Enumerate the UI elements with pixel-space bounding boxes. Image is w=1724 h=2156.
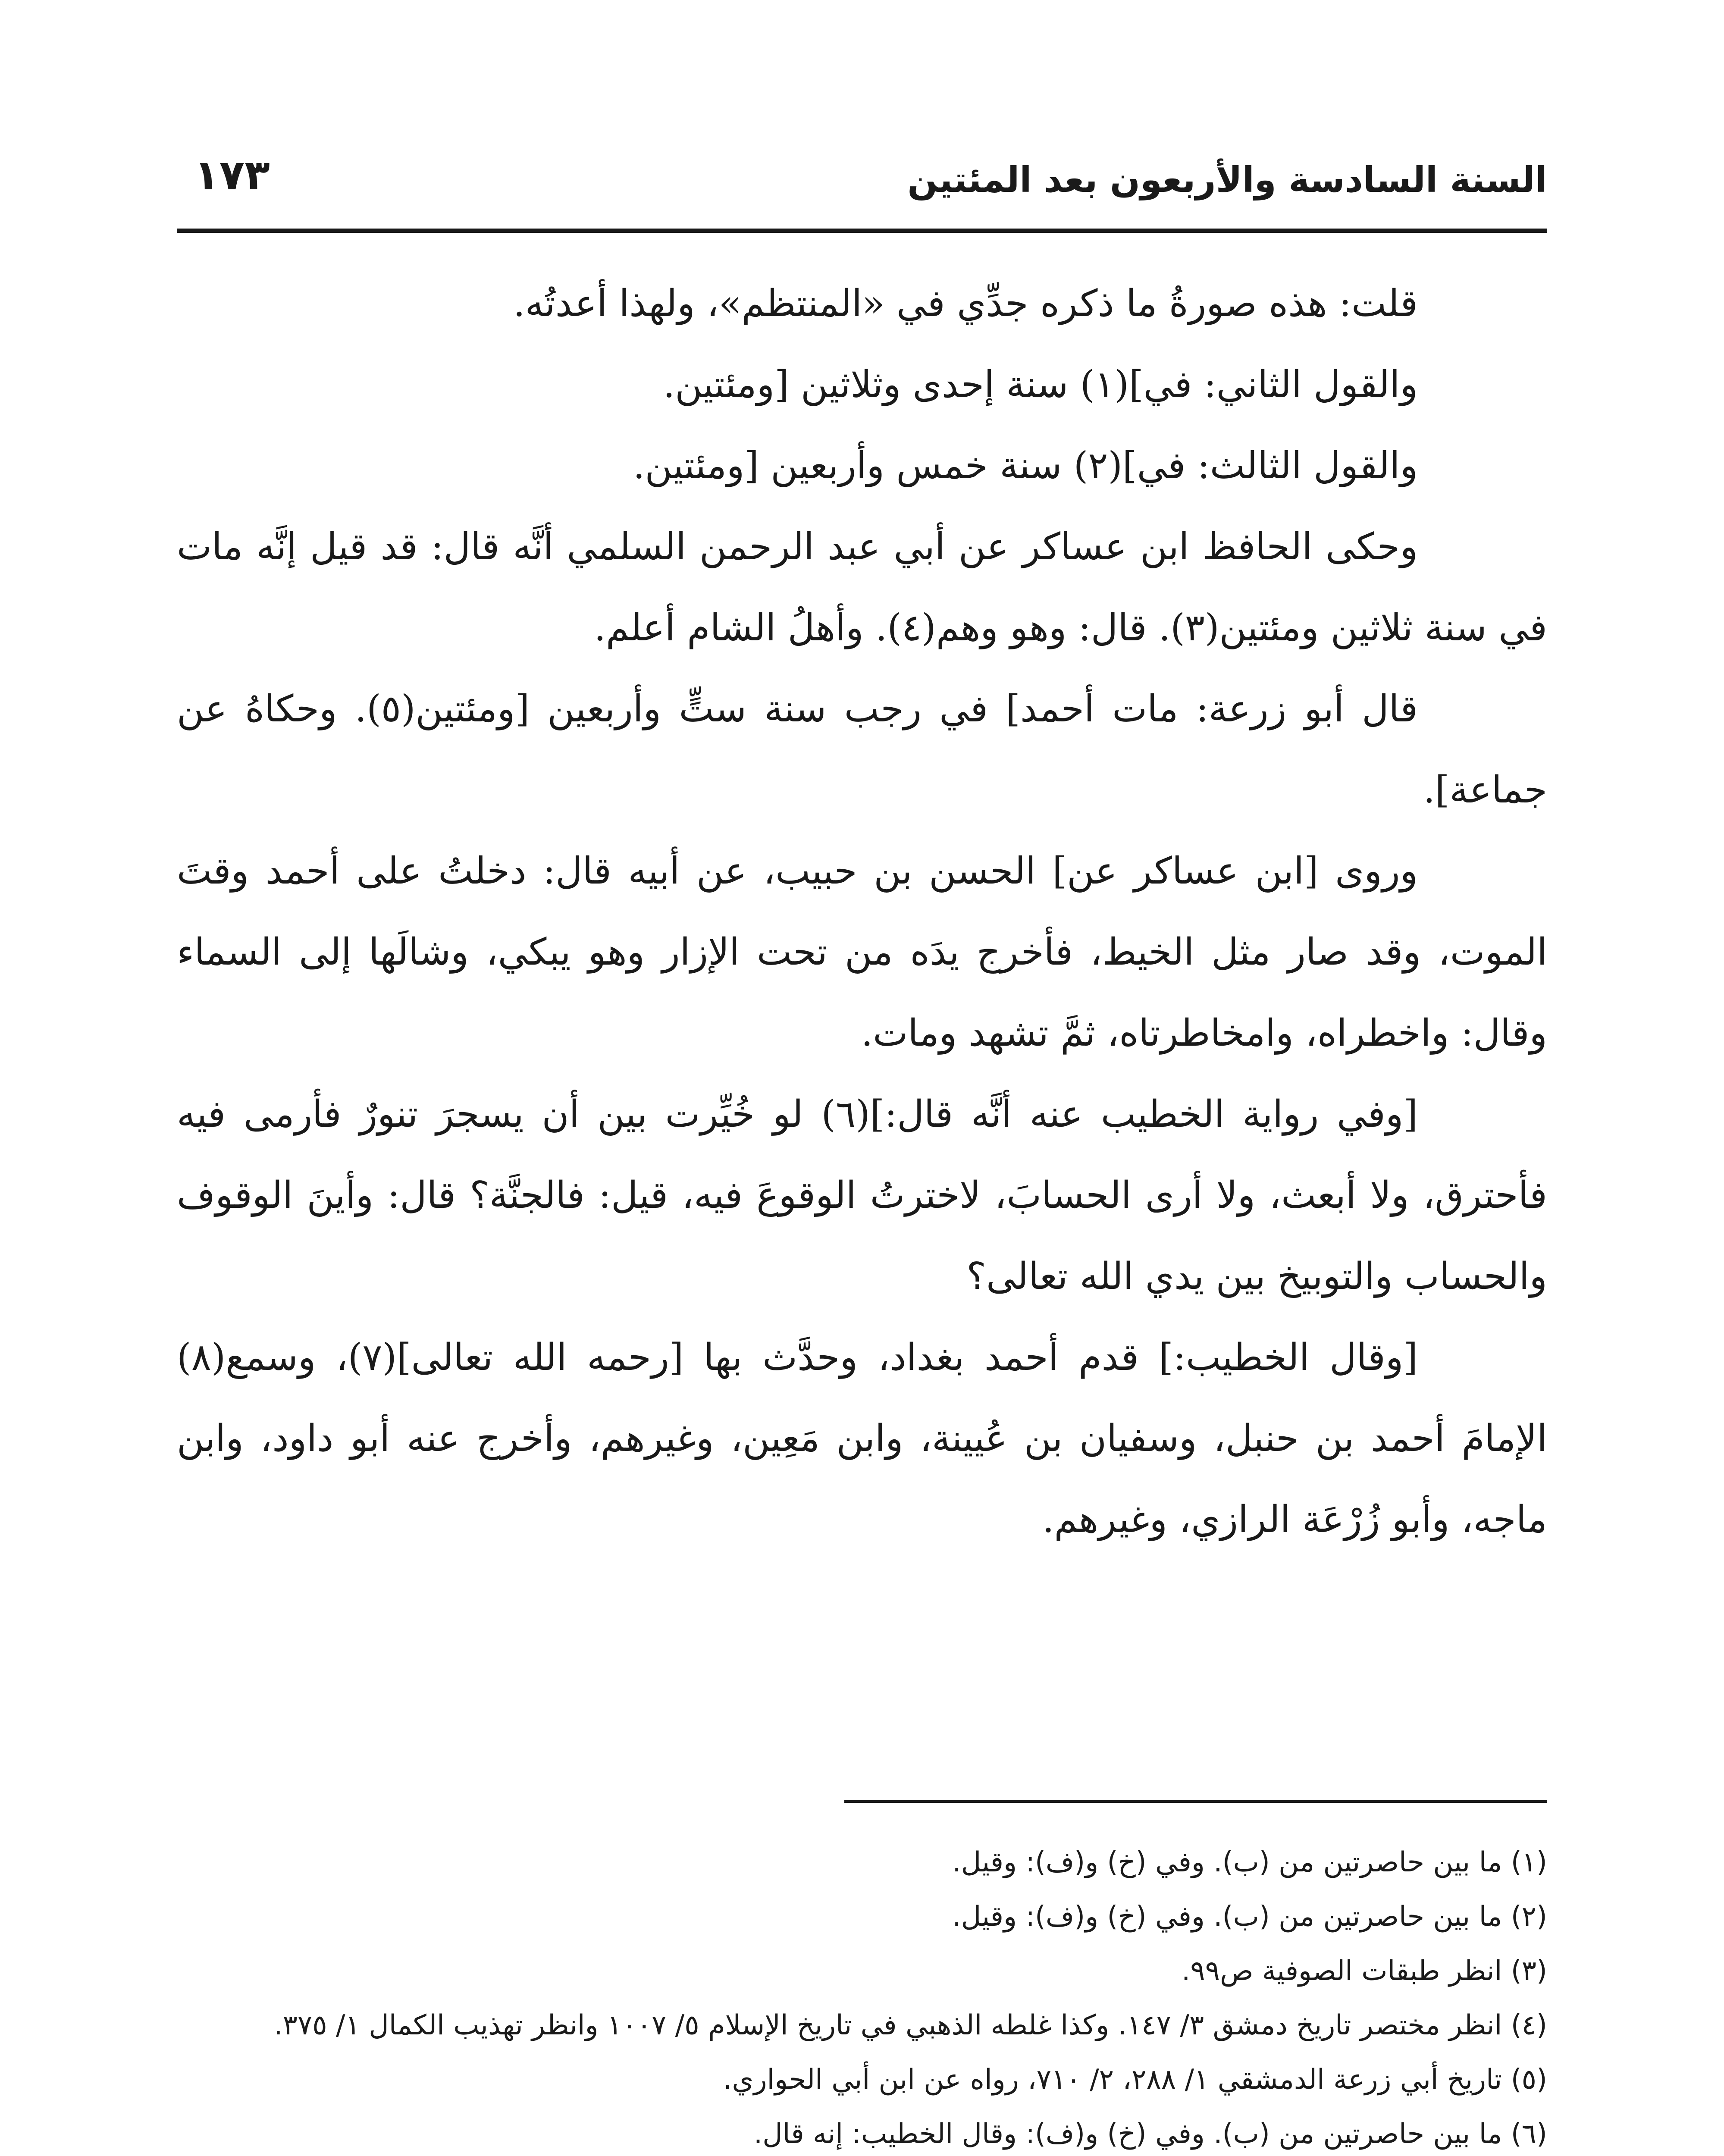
footnote: (٤) انظر مختصر تاريخ دمشق ٣/ ١٤٧. وكذا غلطه الذهبي في تاريخ الإسلام ٥/ ١٠٠٧ وانظر تهذيب الكمال ١/ ٣٧٥. — [274, 2009, 1547, 2041]
footnote: (٣) انظر طبقات الصوفية ص٩٩. — [1182, 1955, 1547, 1987]
paragraph: قال أبو زرعة: مات أحمد] في رجب سنة ستٍّ وأربعين [ومئتين(٥). وحكاهُ عن جماعة]. — [177, 687, 1547, 812]
page-number: ١٧٣ — [194, 151, 270, 199]
paragraph: [وفي رواية الخطيب عنه أنَّه قال:](٦) لو خُيِّرت بين أن يسجرَ تنورٌ فأرمى فيه فأحترق، ولا أبعث، ولا أرى الحسابَ، لاخترتُ الوقوعَ فيه، قيل: فالجنَّة؟ قال: وأينَ الوقوف والحساب والتوبيخ بين يدي الله تعالى؟ — [177, 1093, 1547, 1298]
paragraph: والقول الثاني: في](١) سنة إحدى وثلاثين [ومئتين. — [663, 363, 1418, 406]
running-head: السنة السادسة والأربعون بعد المئتين — [907, 160, 1547, 201]
paragraph: قلت: هذه صورةُ ما ذكره جدِّي في «المنتظم»، ولهذا أعدتُه. — [513, 282, 1418, 325]
footnote-divider — [844, 1800, 1547, 1803]
paragraph: [وقال الخطيب:] قدم أحمد بغداد، وحدَّث بها [رحمه الله تعالى](٧)، وسمع(٨) الإمامَ أحمد بن حنبل، وسفيان بن عُيينة، وابن مَعِين، وغيرهم، وأخرج عنه أبو داود، وابن ماجه، وأبو زُرْعَة الرازي، وغيرهم. — [177, 1336, 1547, 1541]
footnote: (٥) تاريخ أبي زرعة الدمشقي ١/ ٢٨٨، ٢/ ٧١٠، رواه عن ابن أبي الحواري. — [723, 2064, 1547, 2096]
footnote: (٦) ما بين حاصرتين من (ب). وفي (خ) و(ف): وقال الخطيب: إنه قال. — [753, 2118, 1547, 2150]
main-text — [177, 263, 1547, 1560]
footnote: (١) ما بين حاصرتين من (ب). وفي (خ) و(ف): وقيل. — [952, 1846, 1547, 1878]
paragraph: وروى [ابن عساكر عن] الحسن بن حبيب، عن أبيه قال: دخلتُ على أحمد وقتَ الموت، وقد صار مثل الخيط، فأخرج يدَه من تحت الإزار وهو يبكي، وشالَها إلى السماء وقال: واخطراه، وامخاطرتاه، ثمَّ تشهد ومات. — [177, 849, 1547, 1055]
footnotes — [177, 1837, 1547, 2156]
footnote: (٢) ما بين حاصرتين من (ب). وفي (خ) و(ف): وقيل. — [952, 1901, 1547, 1933]
page-header — [177, 142, 1547, 233]
paragraph: والقول الثالث: في](٢) سنة خمس وأربعين [ومئتين. — [633, 444, 1418, 487]
paragraph: وحكى الحافظ ابن عساكر عن أبي عبد الرحمن السلمي أنَّه قال: قد قيل إنَّه مات في سنة ثلاثين ومئتين(٣). قال: وهو وهم(٤). وأهلُ الشام أعلم. — [177, 525, 1547, 649]
